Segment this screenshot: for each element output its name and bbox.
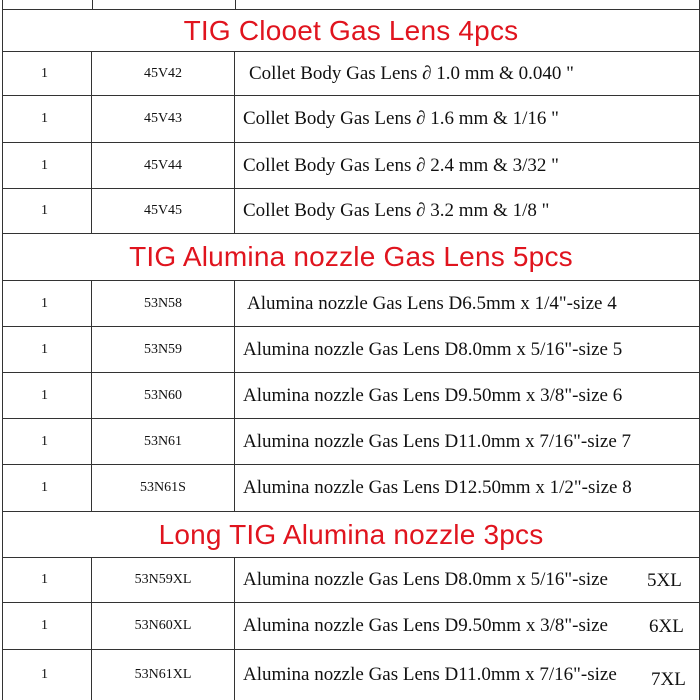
table-row — [3, 52, 699, 96]
description-cell: Collet Body Gas Lens ∂ 3.2 mm & 1/8 " — [243, 200, 550, 221]
description-cell: Collet Body Gas Lens ∂ 2.4 mm & 3/32 " — [243, 154, 559, 176]
table-row — [3, 96, 699, 143]
description-cell: Collet Body Gas Lens ∂ 1.6 mm & 1/16 " — [243, 108, 559, 129]
qty-cell: 1 — [41, 572, 48, 587]
section-header-collet — [3, 10, 699, 52]
column-divider — [235, 0, 236, 10]
table-row — [3, 281, 699, 327]
section-header-alumina — [3, 234, 699, 281]
qty-cell: 1 — [41, 433, 48, 449]
description-cell: Alumina nozzle Gas Lens D6.5mm x 1/4"-size 4 — [247, 292, 617, 314]
column-divider — [92, 0, 93, 10]
part-code-cell: 53N58 — [143, 295, 183, 311]
section-title: Long TIG Alumina nozzle 3pcs — [158, 518, 544, 550]
qty-cell: 1 — [41, 667, 48, 682]
part-code-cell: 45V43 — [143, 111, 183, 126]
description-cell: Alumina nozzle Gas Lens D8.0mm x 5/16"-size — [243, 569, 608, 590]
qty-cell: 1 — [41, 295, 48, 311]
description-cell: Alumina nozzle Gas Lens D11.0mm x 7/16"-size 7 — [243, 430, 632, 452]
qty-cell: 1 — [41, 341, 48, 357]
size-label: 5XL — [647, 570, 682, 591]
table-row — [3, 465, 699, 512]
description-cell: Collet Body Gas Lens ∂ 1.0 mm & 0.040 " — [249, 62, 574, 84]
qty-cell: 1 — [41, 65, 48, 81]
qty-cell: 1 — [41, 480, 48, 495]
table-row — [3, 189, 699, 234]
table-row — [3, 558, 699, 603]
description-cell: Alumina nozzle Gas Lens D9.50mm x 3/8"-size 6 — [243, 384, 623, 406]
table-row — [3, 327, 699, 373]
description-cell: Alumina nozzle Gas Lens D12.50mm x 1/2"-size 8 — [243, 477, 632, 498]
part-code-cell: 45V42 — [143, 65, 183, 81]
parts-table — [2, 0, 700, 700]
part-code-cell: 53N61XL — [134, 667, 192, 682]
description-cell: Alumina nozzle Gas Lens D9.50mm x 3/8"-size — [243, 615, 608, 636]
part-code-cell: 45V45 — [143, 203, 183, 218]
qty-cell: 1 — [41, 157, 48, 173]
size-label: 6XL — [649, 616, 684, 637]
part-code-cell: 53N59XL — [134, 572, 192, 587]
size-label: 7XL — [651, 669, 686, 690]
table-row — [3, 650, 699, 700]
qty-cell: 1 — [41, 387, 48, 403]
table-row — [3, 419, 699, 465]
qty-cell: 1 — [41, 618, 48, 633]
section-title: TIG Clooet Gas Lens 4pcs — [183, 14, 519, 46]
qty-cell: 1 — [41, 203, 48, 218]
table-row — [3, 373, 699, 419]
part-code-cell: 53N59 — [143, 341, 183, 357]
part-code-cell: 53N61S — [140, 480, 186, 495]
table-row — [3, 143, 699, 189]
section-header-long — [3, 512, 699, 558]
qty-cell: 1 — [41, 111, 48, 126]
section-title: TIG Alumina nozzle Gas Lens 5pcs — [129, 241, 573, 272]
part-code-cell: 53N61 — [143, 433, 183, 449]
description-cell: Alumina nozzle Gas Lens D11.0mm x 7/16"-size — [243, 664, 617, 685]
part-code-cell: 45V44 — [143, 157, 183, 173]
part-code-cell: 53N60XL — [134, 618, 192, 633]
description-cell: Alumina nozzle Gas Lens D8.0mm x 5/16"-size 5 — [243, 338, 623, 360]
table-row — [3, 603, 699, 650]
part-code-cell: 53N60 — [143, 387, 183, 403]
table-top-stub — [3, 0, 699, 10]
